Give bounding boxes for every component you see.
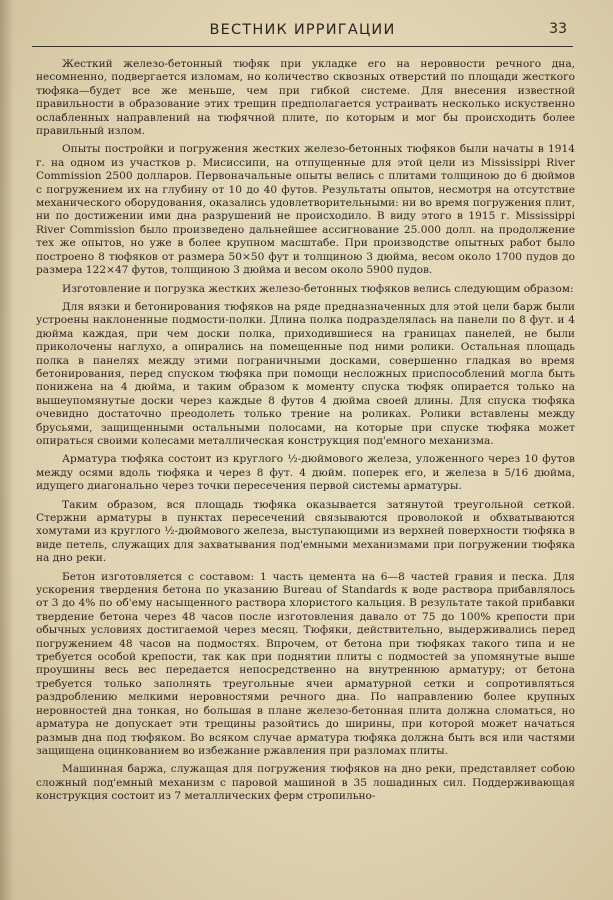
paragraph-experiments: Опыты постройки и погружения жестких железо-бетонных тюфяков были начаты в 1914 г. на одном из участков р. Мисиссипи, на отпущенные для этой цели из Mississippi River Commission 2500 долларов. Первоначальные опыты велись с плитами толщиною до 6 дюймов с погружением их на глубину от 10 до 40 футов. Результаты опытов, несмотря на отсутствие механического оборудования, оказались удовлетворительными: ни во время погружения плит, ни по достижении ими дна разрушений не происходило. В виду этого в 1915 г. Mississippi River Commission было произведено дальнейшее ассигнование 25.000 долл. на продолжение тех же опытов, но уже в более крупном масштабе. При производстве опытных работ было построено 8 тюфяков от размера 50×50 фут и толщиною 3 дюйма, весом около 1700 пудов до размера 122×47 футов, толщиною 3 дюйма и весом около 5900 пудов. bbox=[36, 143, 575, 277]
page-number: 33 bbox=[549, 21, 567, 37]
journal-title: ВЕСТНИК ИРРИГАЦИИ bbox=[209, 22, 396, 38]
paragraph-rigid-mattress: Жесткий железо-бетонный тюфяк при укладке его на неровности речного дна, несомненно, подвергается изломам, но количество сквозных отверстий по площади жесткого тюфяка—будет все же меньше, чем при гибкой системе. Для внесения известной правильности в образование этих трещин предполагается устраивать несколько искуственно ослабленных направлений на тюфячной плите, по которым и мог бы происходить более правильный излом. bbox=[36, 58, 575, 138]
paragraph-triangular-mesh: Таким образом, вся площадь тюфяка оказывается затянутой треугольной сеткой. Стержни арматуры в пунктах пересечений связываются проволокой и обхватываются хомутами из круглого ½-дюймового железа, выступающими из верхней поверхности тюфяка в виде петель, служащих для захватывания под'емными механизмами при погружении тюфяка на дно реки. bbox=[36, 498, 575, 565]
paragraph-concrete: Бетон изготовляется с составом: 1 часть цемента на 6—8 частей гравия и песка. Для ускорения твердения бетона по указанию Bureau of Standards к воде раствора прибавлялось от 3 до 4% по об'ему насыщенного раствора хлористого кальция. В результате такой прибавки твердение бетона через 48 часов после изготовления давало от 75 до 100% крепости при обычных условиях достигаемой через месяц. Тюфяки, действительно, выдерживались перед погружением 48 часов на подмостях. Впрочем, от бетона при тюфяках такого типа и не требуется особой крепости, так как при поднятии плиты с подмостей за упомянутые выше проушины весь вес передается непосредственно на внутреннюю арматуру; от бетона требуется только заполнять треугольные ячеи арматурной сетки и сопротивляться раздроблению мелкими неровностями речного дна. По направлению более крупных неровностей дна тонкая, но большая в плане железо-бетонная плита должна сломаться, но арматура не допускает эти трещины разойтись до ширины, при которой может начаться размыв дна под тюфяком. Во всяком случае арматура тюфяка должна быть вся или частями защищена оцинкованием во избежание ржавления при разломах плиты. bbox=[36, 570, 575, 757]
article-body bbox=[36, 58, 575, 809]
paragraph-manufacturing-intro: Изготовление и погрузка жестких железо-бетонных тюфяков велись следующим образом: bbox=[62, 282, 574, 295]
paragraph-reinforcement: Арматура тюфяка состоит из круглого ½-дюймового железа, уложенного через 10 футов между осями вдоль тюфяка и через 8 фут. 4 дюйм. поперек его, и железа в 5/16 дюйма, идущего диагонально через точки пересечения первой системы арматуры. bbox=[36, 453, 575, 493]
paragraph-scaffolding: Для вязки и бетонирования тюфяков на ряде предназначенных для этой цели барж были устроены наклоненные подмости-полки. Длина полка подразделялась на панели по 8 фут. и 4 дюйма каждая, при чем доски полка, приходившиеся на границах панелей, не были приколочены наглухо, а опирались на помещенные под ними ролики. Остальная площадь полка в панелях между этими пограничными досками, совершенно гладкая во время бетонирования, перед спуском тюфяка при помощи несложных приспособлений могла быть понижена на 4 дюйма, и таким образом к моменту спуска тюфяк опирается только на вышеупомянутые доски через каждые 8 футов 4 дюйма своей длины. Для спуска тюфяка очевидно достаточно преодолеть только трение на роликах. Ролики вставлены между брусьями, защищенными остальными полосами, на которые при спуске тюфяка может опираться своими колесами металлическая конструкция под'емного механизма. bbox=[36, 300, 575, 447]
page-edge-shadow bbox=[0, 0, 14, 900]
paragraph-machine-barge: Машинная баржа, служащая для погружения тюфяков на дно реки, представляет собою сложный под'емный механизм с паровой машиной в 35 лошадиных сил. Поддерживающая конструкция состоит из 7 металлических ферм стропильно- bbox=[36, 763, 575, 803]
page-header bbox=[32, 20, 573, 47]
